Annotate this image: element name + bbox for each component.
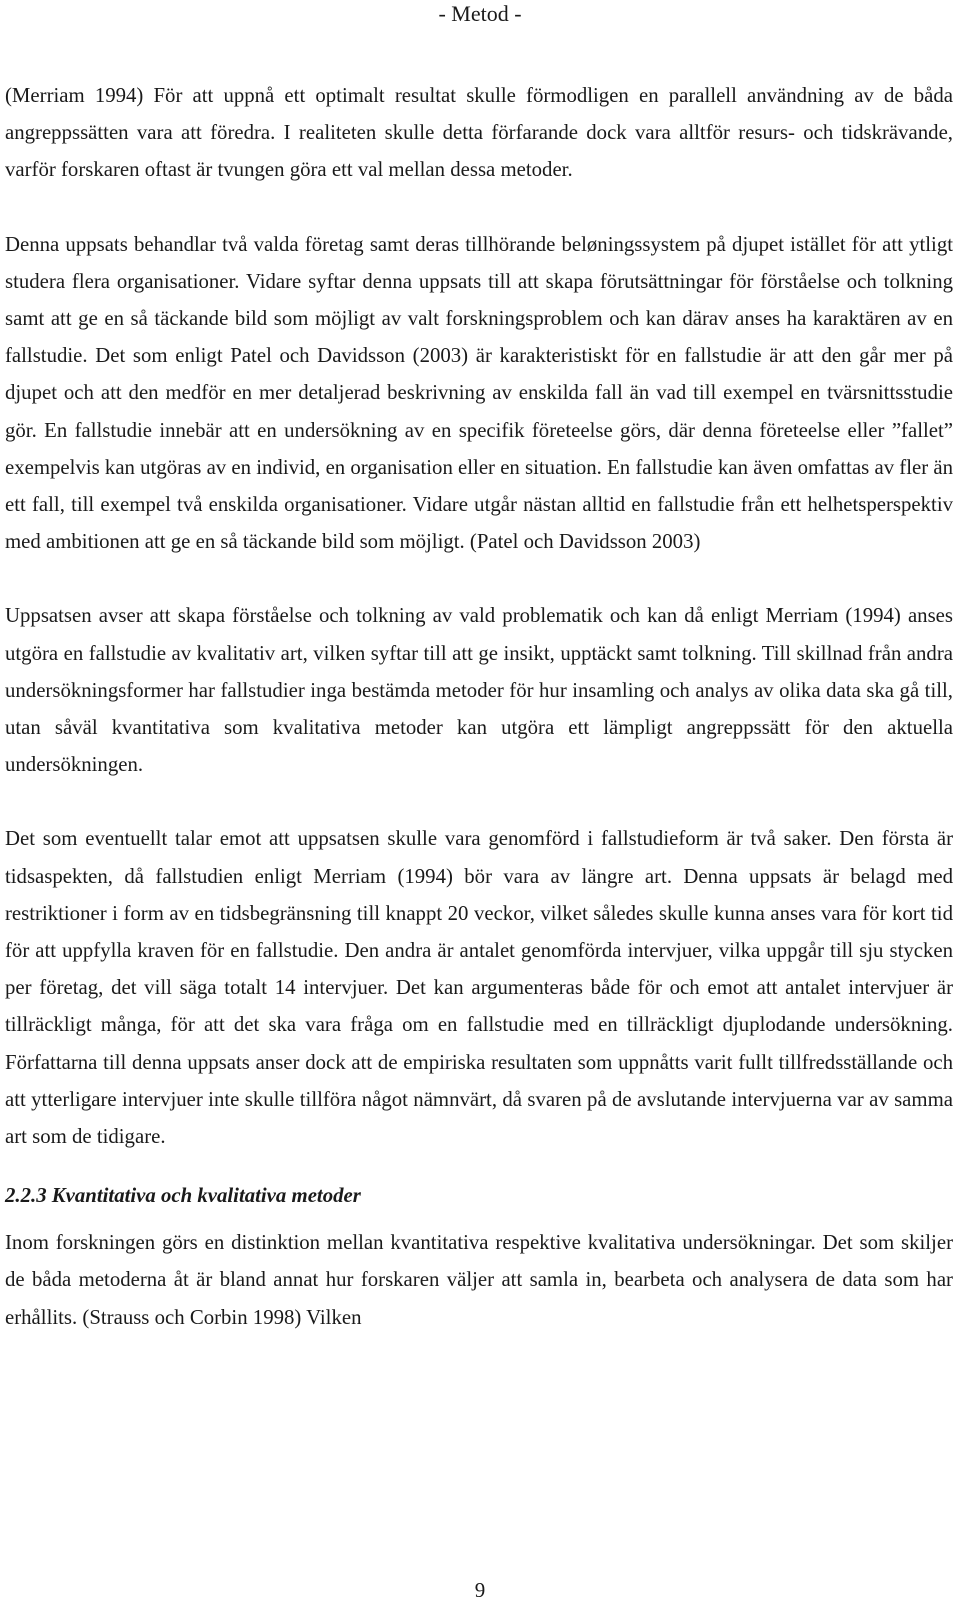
paragraph-quant-qual: Inom forskningen görs en distinktion mellan kvantitativa respektive kvalitativa undersökningar. Det som skiljer de båda metoderna åt är bland annat hur forskaren väljer att samla in, bearbeta och analysera de data som har erhållits. (Strauss och Corbin 1998) Vilken [5,1231,953,1329]
page-number: 9 [474,1578,486,1602]
paragraph-method-choice: (Merriam 1994) För att uppnå ett optimalt resultat skulle förmodligen en parallell användning av de båda angreppssätten vara att föredra. I realiteten skulle detta förfarande dock vara alltför resurs- och tidskrävande, varför forskaren oftast är tvungen göra ett val mellan dessa metoder. [5,84,953,182]
paragraph-case-study: Denna uppsats behandlar två valda företag samt deras tillhörande beløningssystem på djupet istället för att ytligt studera flera organisationer. Vidare syftar denna uppsats till att skapa förutsättningar för förståelse och tolkning samt att ge en så täckande bild som möjligt av valt forskningsproblem och kan därav anses ha karaktären av en fallstudie. Det som enligt Patel och Davidsson (2003) är karakteristiskt för en fallstudie är att den går mer på djupet och att den medför en mer detaljerad beskrivning av enskilda fall än vad till exempel en tvärsnittsstudie gör. En fallstudie innebär att en undersökning av en specifik företeelse görs, där denna företeelse eller ”fallet” exempelvis kan utgöras av en individ, en organisation eller en situation. En fallstudie kan även omfattas av fler än ett fall, till exempel två enskilda organisationer. Vidare utgår nästan alltid en fallstudie från ett helhetsperspektiv med ambitionen att ge en så täckande bild som möjligt. (Patel och Davidsson 2003) [5,232,953,554]
paragraph-qualitative: Uppsatsen avser att skapa förståelse och tolkning av vald problematik och kan då enligt Merriam (1994) anses utgöra en fallstudie av kvalitativ art, vilken syftar till att ge insikt, upptäckt samt tolkning. Till skillnad från andra undersökningsformer har fallstudier inga bestämda metoder för hur insamling och analys av olika data ska gå till, utan såväl kvantitativa som kvalitativa metoder kan utgöra ett lämpligt angreppssätt för den aktuella undersökningen. [5,604,953,777]
document-body [5,77,953,1336]
page-header: - Metod - [438,1,522,26]
paragraph-limitations: Det som eventuellt talar emot att uppsatsen skulle vara genomförd i fallstudieform är två saker. Den första är tidsaspekten, då fallstudien enligt Merriam (1994) bör vara av längre art. Denna uppsats är belagd med restriktioner i form av en tidsbegränsning till knappt 20 veckor, vilket således skulle kunna anses vara för kort tid för att uppfylla kraven för en fallstudie. Den andra är antalet genomförda intervjuer, vilka uppgår till sju stycken per företag, det vill säga totalt 14 intervjuer. Det kan argumenteras både för och emot att antalet intervjuer är tillräckligt många, för att det ska vara fråga om en fallstudie med en tillräckligt djuplodande undersökning. Författarna till denna uppsats anser dock att de empiriska resultaten som uppnåtts varit fullt tillfredsställande och att ytterligare intervjuer inte skulle tillföra något nämnvärt, då svaren på de avslutande intervjuerna var av samma art som de tidigare. [5,827,953,1149]
section-heading: 2.2.3 Kvantitativa och kvalitativa metoder [5,1184,361,1208]
